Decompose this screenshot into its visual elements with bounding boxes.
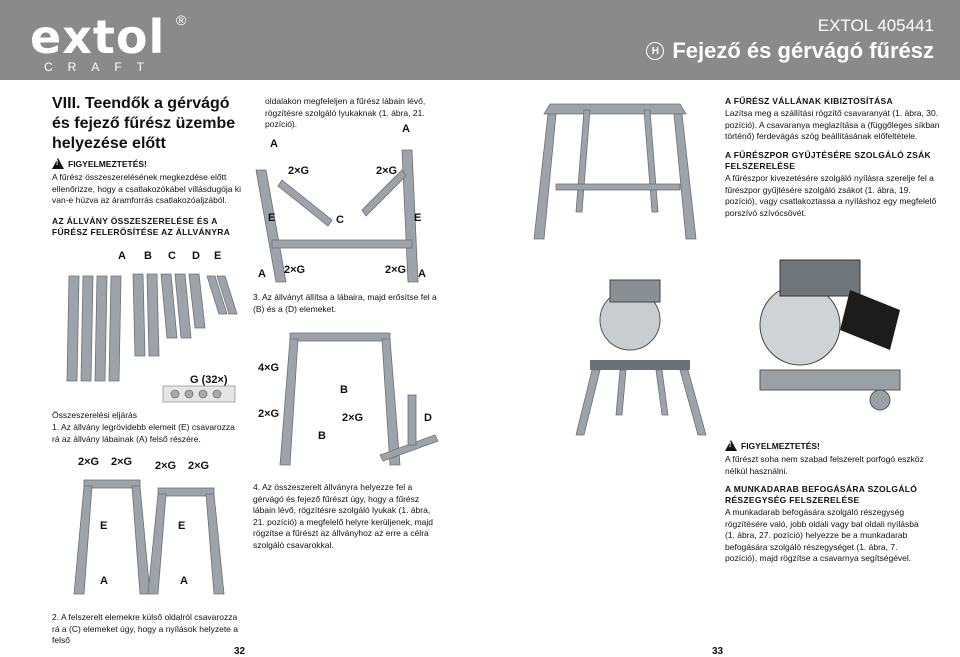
stand-leg <box>616 370 626 415</box>
figure-1 <box>70 472 230 602</box>
title-row <box>646 38 934 64</box>
warning-triangle-icon: ! <box>52 158 64 169</box>
leg-a <box>74 486 92 594</box>
caption-clamp: A MUNKADARAB BEFOGÁSÁRA SZOLGÁLÓ RÉSZEGYSÉG FELSZERELÉSE <box>725 484 918 505</box>
part-label: A <box>402 123 410 135</box>
warning-label-right: FIGYELMEZTETÉS! <box>741 440 820 451</box>
part-label: B <box>340 384 348 396</box>
stand-leg <box>534 114 556 239</box>
part-d-bar <box>189 274 205 328</box>
screws-label: G (32×) <box>190 374 228 386</box>
screw-count-label: 2×G <box>78 456 100 468</box>
screw-count-label: 2×G <box>342 412 364 424</box>
part-label: A <box>418 268 426 280</box>
brace <box>278 180 332 226</box>
text-shoulder-lock: Lazítsa meg a szállítási rögzítő csavaranyát (1. ábra, 30. pozíció). A csavaranya meglazítása a (függőleges síkban történő) ferdevágás szög beállításának előfeltétele. <box>725 108 940 141</box>
leg-a <box>148 494 166 594</box>
page-title: Fejező és gérvágó fűrész <box>672 38 934 63</box>
step-4-text: 4. Az összeszerelt állványra helyezze fel a gérvágó és fejező fűrészt úgy, hogy a fűrész lábain lévő, rögzítésre szolgáló lyukak (1. ábra, 21. pozíció) a megfelelő helyre kerüljenek, majd rögzítse a fűrészt az állványhoz az erre a célra szolgáló csavarokkal. <box>253 482 434 550</box>
procedure-title: Összeszerelési eljárás <box>52 410 138 420</box>
figure-2 <box>252 130 442 290</box>
text-clamp: A munkadarab befogására szolgáló részegység rögzítésére való, jobb oldali vagy bal oldali nyílásba (1. ábra, 27. pozíció) helyezze be a munkadarab befogására szolgáló részegységet (1. ábra, 7. pozíció), majd rögzítse a csavarnya segítségével. <box>725 507 919 563</box>
saw-motor <box>610 280 660 302</box>
screw-count-label: 4×G <box>258 362 280 374</box>
screw-count-label: 2×G <box>385 264 407 276</box>
leg-a <box>382 339 400 465</box>
saw-base <box>590 360 690 370</box>
part-b-bar <box>133 274 145 356</box>
part-a-bar <box>81 276 93 381</box>
extol-logo <box>30 10 187 74</box>
short-rail-e <box>84 480 140 488</box>
washer-icon <box>185 390 193 398</box>
brand-wordmark: extol <box>30 10 166 64</box>
text-dust-bag: A fűrészpor kivezetésére szolgáló nyílásra szerelje fel a fűrészpor gyűjtésére szolgáló zsákot (1. ábra, 19. pozíció), vagy csatlakoztassa a nyíláshoz egy megfelelő porszívó szívócsövét. <box>725 173 937 218</box>
part-label: A <box>180 575 188 587</box>
screw-icon <box>171 390 179 398</box>
step-1-text: 1. Az állvány legrövidebb elemeit (E) csavarozza rá az állvány lábainak (A) felső részére. <box>52 422 235 444</box>
top-frame <box>290 333 390 341</box>
nut-icon <box>213 390 221 398</box>
part-label: A <box>270 138 278 150</box>
screw-count-label: 2×G <box>376 165 398 177</box>
stand-leg <box>674 114 696 239</box>
warning-heading <box>52 158 147 169</box>
stand-leg <box>680 370 706 435</box>
screws <box>163 386 235 402</box>
warning-text-right: A fűrészt soha nem szabad felszerelt porfogó eszköz nélkül használni. <box>725 454 924 476</box>
dust-bag <box>840 290 900 350</box>
stand-top <box>544 104 686 114</box>
screw-count-label: 2×G <box>155 460 177 472</box>
leg-a <box>206 494 224 594</box>
model-number: EXTOL 405441 <box>817 16 934 35</box>
part-label: E <box>268 212 276 224</box>
part-label: C <box>168 250 176 262</box>
leg-a <box>132 486 150 594</box>
part-bars <box>67 274 237 381</box>
continued-text: oldalakon megfeleljen a fűrész lábain lévő, rögzítésre szolgáló lyukaknak (1. ábra, 21. pozíció). <box>265 96 426 129</box>
screw-count-label: 2×G <box>284 264 306 276</box>
part-label: D <box>424 412 432 424</box>
stand-leg <box>576 370 600 435</box>
screw-count-label: 2×G <box>258 408 280 420</box>
saw-motor <box>780 260 860 296</box>
caption-dust-bag: A FŰRÉSZPOR GYŰJTÉSÉRE SZOLGÁLÓ ZSÁK FELSZERELÉSE <box>725 150 932 171</box>
clamp-knob <box>870 390 890 410</box>
registered-mark: ® <box>176 12 187 28</box>
stand-leg <box>644 110 658 212</box>
stand-figure <box>520 94 710 244</box>
page-header <box>0 0 960 80</box>
warning-text: A fűrész összeszerelésének megkezdése előtt ellenőrizze, hogy a csatlakozókábel villásdugója ki van-e húzva az áramforrás csatlakozóaljzából. <box>52 172 241 205</box>
page-number-right: 33 <box>712 646 724 657</box>
page-number-left: 32 <box>234 646 246 657</box>
leg-a <box>280 339 298 465</box>
warning-heading-right <box>725 440 820 451</box>
part-label: E <box>414 212 422 224</box>
language-badge: H <box>646 42 664 60</box>
part-label: A <box>100 575 108 587</box>
part-label: B <box>318 430 326 442</box>
caption-shoulder-lock: A FŰRÉSZ VÁLLÁNAK KIBIZTOSÍTÁSA <box>725 96 893 106</box>
part-label: C <box>336 214 344 226</box>
screw-count-label: 2×G <box>111 456 133 468</box>
part-b-bar <box>147 274 159 356</box>
screw-count-label: 2×G <box>188 460 210 472</box>
stand-rail <box>556 184 680 190</box>
part-label: B <box>144 250 152 262</box>
part-a-bar <box>67 276 79 381</box>
warning-label: FIGYELMEZTETÉS! <box>68 158 147 169</box>
short-rail-e <box>158 488 214 496</box>
stand-leg <box>656 370 668 415</box>
screw-count-label: 2×G <box>288 165 310 177</box>
saw-table <box>760 370 900 390</box>
part-a-bar <box>95 276 107 381</box>
assembly-caption: AZ ÁLLVÁNY ÖSSZESZERELÉSE ÉS A FŰRÉSZ FELERŐSÍTÉSE AZ ÁLLVÁNYRA <box>52 216 231 237</box>
warning-triangle-icon: ! <box>725 440 737 451</box>
stand-leg <box>576 110 590 212</box>
long-rail-c <box>272 240 412 248</box>
part-c-bar <box>175 274 191 338</box>
part-label: A <box>258 268 266 280</box>
washer-icon <box>199 390 207 398</box>
figure-3 <box>260 325 445 475</box>
part-c-bar <box>161 274 177 338</box>
saw-blade <box>760 285 840 365</box>
part-label: E <box>178 520 186 532</box>
rail-d <box>408 395 416 445</box>
step-2-text: 2. A felszerelt elemekre külső oldalról csavarozza rá a (C) elemeket úgy, hogy a nyílások helyzete a felső <box>52 612 238 645</box>
section-title: VIII. Teendők a gérvágó és fejező fűrész üzembe helyezése előtt <box>52 95 236 152</box>
brand-sub: CRAFT <box>44 60 159 74</box>
step-3-text: 3. Az állványt állítsa a lábaira, majd erősítse fel a (B) és a (D) elemeket. <box>253 292 437 314</box>
saw-detail-figure <box>720 240 910 430</box>
part-label: E <box>100 520 108 532</box>
saw-on-stand-figure <box>530 240 720 440</box>
part-label: E <box>214 250 222 262</box>
part-label: D <box>192 250 200 262</box>
part-a-bar <box>109 276 121 381</box>
part-label: A <box>118 250 126 262</box>
